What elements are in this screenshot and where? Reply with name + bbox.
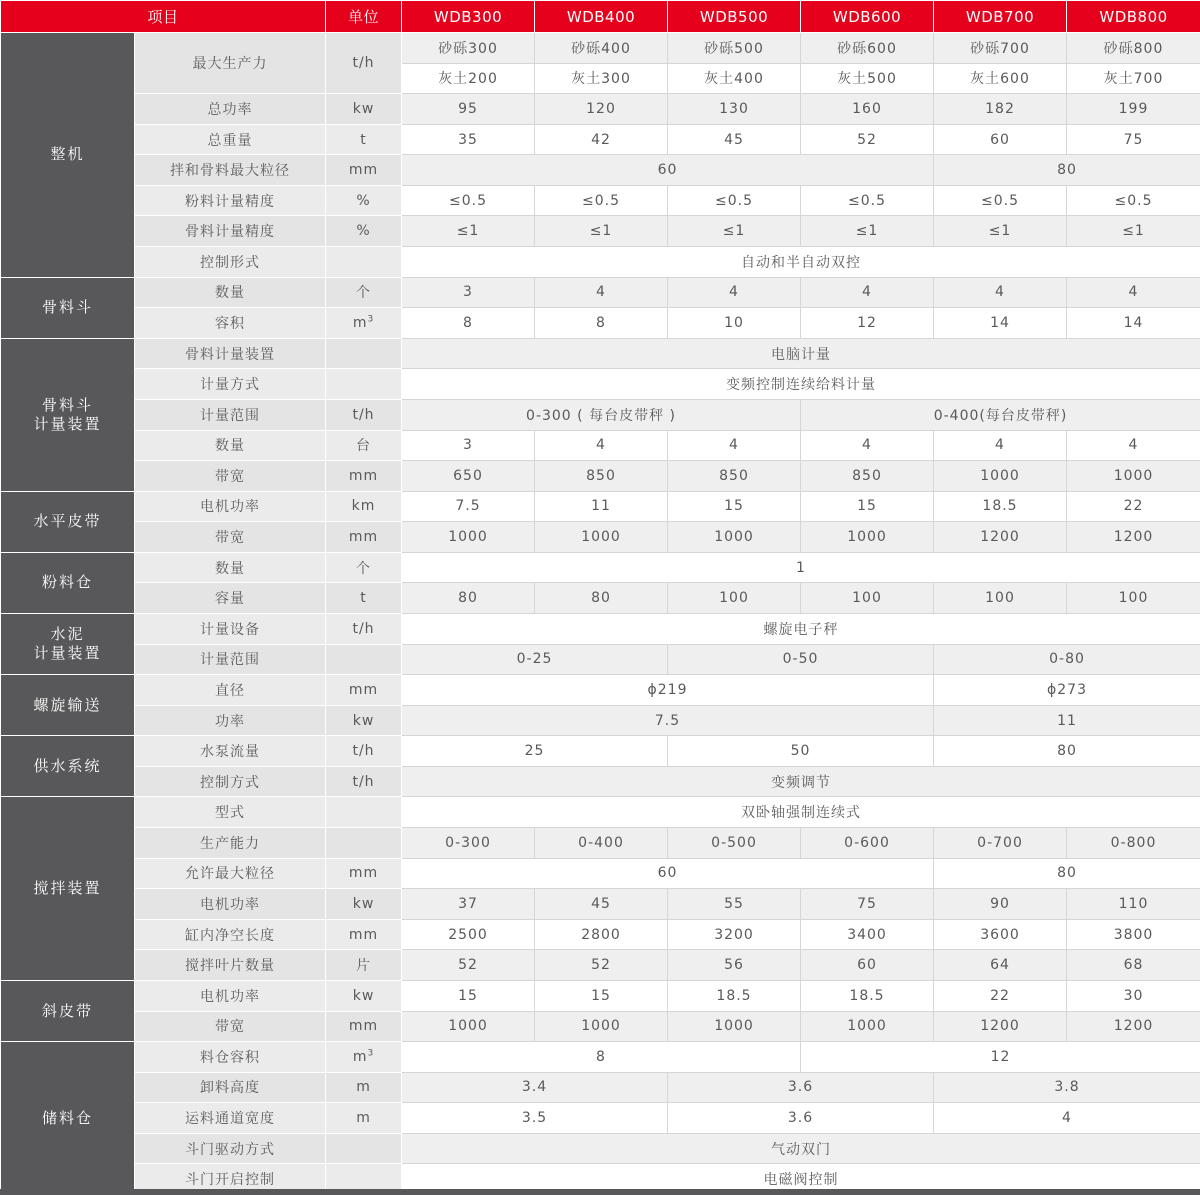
value-cell: 1200 bbox=[1067, 522, 1200, 553]
param-label: 电机功率 bbox=[135, 491, 326, 522]
param-label: 电机功率 bbox=[135, 889, 326, 920]
table-row bbox=[1, 430, 1200, 461]
value-cell: 80 bbox=[934, 858, 1200, 889]
table-row bbox=[1, 950, 1200, 981]
group-label: 螺旋输送 bbox=[1, 675, 135, 736]
value-cell: 1000 bbox=[668, 522, 801, 553]
param-label: 运料通道宽度 bbox=[135, 1103, 326, 1134]
value-cell: 75 bbox=[801, 889, 934, 920]
value-cell: 15 bbox=[402, 980, 535, 1011]
value-cell: 1000 bbox=[402, 522, 535, 553]
param-label: 功率 bbox=[135, 705, 326, 736]
group-label: 搅拌装置 bbox=[1, 797, 135, 980]
header-model: WDB300 bbox=[402, 1, 535, 33]
value-cell: 64 bbox=[934, 950, 1067, 981]
param-label: 控制方式 bbox=[135, 766, 326, 797]
unit-label bbox=[326, 1133, 402, 1164]
unit-label: mm bbox=[326, 1011, 402, 1042]
param-label: 电机功率 bbox=[135, 980, 326, 1011]
unit-label: t/h bbox=[326, 766, 402, 797]
table-row bbox=[1, 644, 1200, 675]
value-cell: 3800 bbox=[1067, 919, 1200, 950]
value-cell: 45 bbox=[668, 124, 801, 155]
unit-label bbox=[326, 828, 402, 859]
value-cell: 22 bbox=[1067, 491, 1200, 522]
value-cell: ≤1 bbox=[668, 216, 801, 247]
param-label: 容积 bbox=[135, 308, 326, 339]
group-label: 骨料斗 bbox=[1, 277, 135, 338]
value-cell: 12 bbox=[801, 1042, 1200, 1073]
value-cell: 12 bbox=[801, 308, 934, 339]
header-model: WDB500 bbox=[668, 1, 801, 33]
table-row bbox=[1, 736, 1200, 767]
value-cell: 0-300 bbox=[402, 828, 535, 859]
value-cell: 3.8 bbox=[934, 1072, 1200, 1103]
table-row bbox=[1, 308, 1200, 339]
value-cell: 8 bbox=[402, 308, 535, 339]
value-cell: 砂砾800 bbox=[1067, 33, 1200, 64]
value-cell: 11 bbox=[934, 705, 1200, 736]
table-row bbox=[1, 828, 1200, 859]
value-cell: 11 bbox=[535, 491, 668, 522]
unit-label: t bbox=[326, 124, 402, 155]
value-cell: ≤0.5 bbox=[402, 185, 535, 216]
value-cell: 75 bbox=[1067, 124, 1200, 155]
table-row bbox=[1, 1103, 1200, 1134]
table-row bbox=[1, 675, 1200, 706]
table-row bbox=[1, 338, 1200, 369]
header-unit: 单位 bbox=[326, 1, 402, 33]
value-cell: 100 bbox=[934, 583, 1067, 614]
param-label: 计量方式 bbox=[135, 369, 326, 400]
value-cell: 0-50 bbox=[668, 644, 934, 675]
value-cell: ≤0.5 bbox=[668, 185, 801, 216]
value-cell: 0-500 bbox=[668, 828, 801, 859]
value-cell: 10 bbox=[668, 308, 801, 339]
param-label: 料仓容积 bbox=[135, 1042, 326, 1073]
value-cell: 45 bbox=[535, 889, 668, 920]
value-cell: 2800 bbox=[535, 919, 668, 950]
unit-label: 个 bbox=[326, 277, 402, 308]
unit-label: mm bbox=[326, 675, 402, 706]
param-label: 生产能力 bbox=[135, 828, 326, 859]
unit-label: mm bbox=[326, 858, 402, 889]
value-cell: 砂砾400 bbox=[535, 33, 668, 64]
value-cell: 80 bbox=[535, 583, 668, 614]
value-cell: 1 bbox=[402, 552, 1200, 583]
param-label: 容量 bbox=[135, 583, 326, 614]
value-cell: 0-400(每台皮带秤) bbox=[801, 399, 1200, 430]
param-label: 粉料计量精度 bbox=[135, 185, 326, 216]
param-label: 数量 bbox=[135, 552, 326, 583]
value-cell: ϕ219 bbox=[402, 675, 934, 706]
table-row bbox=[1, 461, 1200, 492]
value-cell: 灰土200 bbox=[402, 63, 535, 94]
value-cell: 1000 bbox=[934, 461, 1067, 492]
value-cell: 850 bbox=[668, 461, 801, 492]
value-cell: 15 bbox=[801, 491, 934, 522]
value-cell: 60 bbox=[934, 124, 1067, 155]
unit-label: kw bbox=[326, 94, 402, 125]
table-row bbox=[1, 552, 1200, 583]
value-cell: 电脑计量 bbox=[402, 338, 1200, 369]
value-cell: 1000 bbox=[668, 1011, 801, 1042]
value-cell: 1000 bbox=[801, 522, 934, 553]
unit-label: mm bbox=[326, 919, 402, 950]
value-cell: 50 bbox=[668, 736, 934, 767]
value-cell: ≤0.5 bbox=[1067, 185, 1200, 216]
value-cell: 14 bbox=[934, 308, 1067, 339]
value-cell: 120 bbox=[535, 94, 668, 125]
value-cell: 850 bbox=[535, 461, 668, 492]
value-cell: 0-700 bbox=[934, 828, 1067, 859]
value-cell: 42 bbox=[535, 124, 668, 155]
value-cell: 100 bbox=[668, 583, 801, 614]
value-cell: 3 bbox=[402, 277, 535, 308]
param-label: 骨料计量装置 bbox=[135, 338, 326, 369]
value-cell: 60 bbox=[402, 155, 934, 186]
table-row bbox=[1, 1042, 1200, 1073]
value-cell: 砂砾700 bbox=[934, 33, 1067, 64]
value-cell: 灰土600 bbox=[934, 63, 1067, 94]
spec-body bbox=[1, 33, 1200, 1195]
value-cell: 650 bbox=[402, 461, 535, 492]
param-label: 斗门驱动方式 bbox=[135, 1133, 326, 1164]
value-cell: 1000 bbox=[535, 1011, 668, 1042]
table-row bbox=[1, 1072, 1200, 1103]
value-cell: 0-80 bbox=[934, 644, 1200, 675]
unit-label: mm bbox=[326, 461, 402, 492]
value-cell: 8 bbox=[535, 308, 668, 339]
value-cell: 60 bbox=[402, 858, 934, 889]
unit-label: t/h bbox=[326, 399, 402, 430]
param-label: 数量 bbox=[135, 277, 326, 308]
value-cell: 95 bbox=[402, 94, 535, 125]
value-cell: 55 bbox=[668, 889, 801, 920]
table-row bbox=[1, 705, 1200, 736]
value-cell: 199 bbox=[1067, 94, 1200, 125]
unit-label: 台 bbox=[326, 430, 402, 461]
value-cell: 160 bbox=[801, 94, 934, 125]
table-row bbox=[1, 124, 1200, 155]
value-cell: 35 bbox=[402, 124, 535, 155]
value-cell: 0-25 bbox=[402, 644, 668, 675]
value-cell: 灰土300 bbox=[535, 63, 668, 94]
unit-label: mm bbox=[326, 155, 402, 186]
table-row bbox=[1, 613, 1200, 644]
value-cell: 螺旋电子秤 bbox=[402, 613, 1200, 644]
param-label: 总重量 bbox=[135, 124, 326, 155]
table-row bbox=[1, 522, 1200, 553]
param-label: 直径 bbox=[135, 675, 326, 706]
value-cell: ≤0.5 bbox=[801, 185, 934, 216]
table-row bbox=[1, 980, 1200, 1011]
value-cell: 60 bbox=[801, 950, 934, 981]
value-cell: 25 bbox=[402, 736, 668, 767]
value-cell: ≤0.5 bbox=[934, 185, 1067, 216]
value-cell: 0-600 bbox=[801, 828, 934, 859]
value-cell: 18.5 bbox=[934, 491, 1067, 522]
unit-label bbox=[326, 644, 402, 675]
unit-label: mm bbox=[326, 522, 402, 553]
value-cell: ≤1 bbox=[535, 216, 668, 247]
value-cell: 15 bbox=[668, 491, 801, 522]
table-row bbox=[1, 797, 1200, 828]
value-cell: 182 bbox=[934, 94, 1067, 125]
value-cell: 3.4 bbox=[402, 1072, 668, 1103]
header-row bbox=[1, 1, 1200, 33]
table-row bbox=[1, 94, 1200, 125]
header-item: 项目 bbox=[1, 1, 326, 33]
value-cell: ≤1 bbox=[801, 216, 934, 247]
value-cell: 37 bbox=[402, 889, 535, 920]
value-cell: 4 bbox=[1067, 277, 1200, 308]
table-row bbox=[1, 33, 1200, 64]
group-label: 水泥 计量装置 bbox=[1, 613, 135, 674]
unit-label: t/h bbox=[326, 33, 402, 94]
param-label: 带宽 bbox=[135, 461, 326, 492]
value-cell: 52 bbox=[801, 124, 934, 155]
unit-label: m bbox=[326, 1072, 402, 1103]
value-cell: 4 bbox=[668, 430, 801, 461]
value-cell: 80 bbox=[934, 155, 1200, 186]
param-label: 允许最大粒径 bbox=[135, 858, 326, 889]
param-label: 型式 bbox=[135, 797, 326, 828]
unit-label: % bbox=[326, 185, 402, 216]
value-cell: 4 bbox=[934, 430, 1067, 461]
unit-label: 片 bbox=[326, 950, 402, 981]
param-label: 缸内净空长度 bbox=[135, 919, 326, 950]
value-cell: 0-300 ( 每台皮带秤 ) bbox=[402, 399, 801, 430]
value-cell: ≤0.5 bbox=[535, 185, 668, 216]
table-row bbox=[1, 889, 1200, 920]
value-cell: ≤1 bbox=[402, 216, 535, 247]
group-label: 整机 bbox=[1, 33, 135, 278]
unit-label: $m^3$ bbox=[326, 308, 402, 339]
unit-label: 个 bbox=[326, 552, 402, 583]
param-label: 控制形式 bbox=[135, 247, 326, 278]
value-cell: 3200 bbox=[668, 919, 801, 950]
group-label: 水平皮带 bbox=[1, 491, 135, 552]
param-label: 拌和骨料最大粒径 bbox=[135, 155, 326, 186]
value-cell: 18.5 bbox=[801, 980, 934, 1011]
value-cell: 22 bbox=[934, 980, 1067, 1011]
value-cell: 砂砾500 bbox=[668, 33, 801, 64]
value-cell: 3 bbox=[402, 430, 535, 461]
param-label: 卸料高度 bbox=[135, 1072, 326, 1103]
unit-label: kw bbox=[326, 705, 402, 736]
param-label: 计量设备 bbox=[135, 613, 326, 644]
value-cell: 130 bbox=[668, 94, 801, 125]
param-label: 总功率 bbox=[135, 94, 326, 125]
value-cell: 双卧轴强制连续式 bbox=[402, 797, 1200, 828]
table-row bbox=[1, 1011, 1200, 1042]
table-row bbox=[1, 155, 1200, 186]
table-row bbox=[1, 919, 1200, 950]
value-cell: 7.5 bbox=[402, 491, 535, 522]
value-cell: 68 bbox=[1067, 950, 1200, 981]
value-cell: 14 bbox=[1067, 308, 1200, 339]
unit-label: km bbox=[326, 491, 402, 522]
value-cell: 砂砾600 bbox=[801, 33, 934, 64]
value-cell: 52 bbox=[402, 950, 535, 981]
value-cell: 3.6 bbox=[668, 1103, 934, 1134]
value-cell: ≤1 bbox=[934, 216, 1067, 247]
value-cell: 气动双门 bbox=[402, 1133, 1200, 1164]
value-cell: 15 bbox=[535, 980, 668, 1011]
param-label: 搅拌叶片数量 bbox=[135, 950, 326, 981]
value-cell: 0-800 bbox=[1067, 828, 1200, 859]
table-row bbox=[1, 1133, 1200, 1164]
value-cell: 1000 bbox=[801, 1011, 934, 1042]
unit-label: t/h bbox=[326, 613, 402, 644]
value-cell: 3600 bbox=[934, 919, 1067, 950]
value-cell: 3.6 bbox=[668, 1072, 934, 1103]
group-label: 供水系统 bbox=[1, 736, 135, 797]
unit-label: t/h bbox=[326, 736, 402, 767]
value-cell: 110 bbox=[1067, 889, 1200, 920]
table-row bbox=[1, 185, 1200, 216]
value-cell: 自动和半自动双控 bbox=[402, 247, 1200, 278]
value-cell: 100 bbox=[1067, 583, 1200, 614]
param-label: 计量范围 bbox=[135, 399, 326, 430]
param-label: 斗门开启控制 bbox=[135, 1164, 326, 1195]
param-label: 数量 bbox=[135, 430, 326, 461]
value-cell: 3.5 bbox=[402, 1103, 668, 1134]
param-label: 带宽 bbox=[135, 1011, 326, 1042]
value-cell: ≤1 bbox=[1067, 216, 1200, 247]
value-cell: 0-400 bbox=[535, 828, 668, 859]
unit-label: t bbox=[326, 583, 402, 614]
value-cell: 3400 bbox=[801, 919, 934, 950]
param-label: 水泵流量 bbox=[135, 736, 326, 767]
value-cell: 4 bbox=[801, 277, 934, 308]
value-cell: ϕ273 bbox=[934, 675, 1200, 706]
param-label: 最大生产力 bbox=[135, 33, 326, 94]
unit-label: $m^3$ bbox=[326, 1042, 402, 1073]
table-row bbox=[1, 247, 1200, 278]
table-row bbox=[1, 216, 1200, 247]
value-cell: 灰土400 bbox=[668, 63, 801, 94]
table-row bbox=[1, 399, 1200, 430]
value-cell: 8 bbox=[402, 1042, 801, 1073]
header-model: WDB600 bbox=[801, 1, 934, 33]
value-cell: 1200 bbox=[934, 522, 1067, 553]
value-cell: 90 bbox=[934, 889, 1067, 920]
table-row bbox=[1, 583, 1200, 614]
bottom-rule bbox=[0, 1189, 1200, 1195]
value-cell: 4 bbox=[535, 430, 668, 461]
value-cell: 56 bbox=[668, 950, 801, 981]
table-row bbox=[1, 766, 1200, 797]
group-label: 骨料斗 计量装置 bbox=[1, 338, 135, 491]
value-cell: 4 bbox=[535, 277, 668, 308]
unit-label bbox=[326, 797, 402, 828]
value-cell: 1000 bbox=[1067, 461, 1200, 492]
value-cell: 变频控制连续给料计量 bbox=[402, 369, 1200, 400]
value-cell: 30 bbox=[1067, 980, 1200, 1011]
value-cell: 80 bbox=[934, 736, 1200, 767]
value-cell: 4 bbox=[934, 277, 1067, 308]
header-model: WDB400 bbox=[535, 1, 668, 33]
value-cell: 4 bbox=[1067, 430, 1200, 461]
value-cell: 变频调节 bbox=[402, 766, 1200, 797]
value-cell: 电磁阀控制 bbox=[402, 1164, 1200, 1195]
value-cell: 2500 bbox=[402, 919, 535, 950]
table-row bbox=[1, 491, 1200, 522]
value-cell: 1200 bbox=[934, 1011, 1067, 1042]
value-cell: 1200 bbox=[1067, 1011, 1200, 1042]
table-row bbox=[1, 858, 1200, 889]
value-cell: 80 bbox=[402, 583, 535, 614]
unit-label: m bbox=[326, 1103, 402, 1134]
unit-label bbox=[326, 247, 402, 278]
unit-label: kw bbox=[326, 980, 402, 1011]
value-cell: 4 bbox=[934, 1103, 1200, 1134]
unit-label: kw bbox=[326, 889, 402, 920]
value-cell: 灰土700 bbox=[1067, 63, 1200, 94]
header-model: WDB800 bbox=[1067, 1, 1200, 33]
value-cell: 1000 bbox=[402, 1011, 535, 1042]
value-cell: 砂砾300 bbox=[402, 33, 535, 64]
group-label: 斜皮带 bbox=[1, 980, 135, 1041]
value-cell: 4 bbox=[801, 430, 934, 461]
group-label: 粉料仓 bbox=[1, 552, 135, 613]
unit-label: % bbox=[326, 216, 402, 247]
value-cell: 850 bbox=[801, 461, 934, 492]
param-label: 骨料计量精度 bbox=[135, 216, 326, 247]
param-label: 带宽 bbox=[135, 522, 326, 553]
unit-label bbox=[326, 338, 402, 369]
table-row bbox=[1, 369, 1200, 400]
value-cell: 18.5 bbox=[668, 980, 801, 1011]
group-label: 储料仓 bbox=[1, 1042, 135, 1195]
value-cell: 4 bbox=[668, 277, 801, 308]
unit-label bbox=[326, 369, 402, 400]
table-row bbox=[1, 277, 1200, 308]
header-model: WDB700 bbox=[934, 1, 1067, 33]
param-label: 计量范围 bbox=[135, 644, 326, 675]
value-cell: 100 bbox=[801, 583, 934, 614]
value-cell: 1000 bbox=[535, 522, 668, 553]
value-cell: 灰土500 bbox=[801, 63, 934, 94]
value-cell: 52 bbox=[535, 950, 668, 981]
value-cell: 7.5 bbox=[402, 705, 934, 736]
